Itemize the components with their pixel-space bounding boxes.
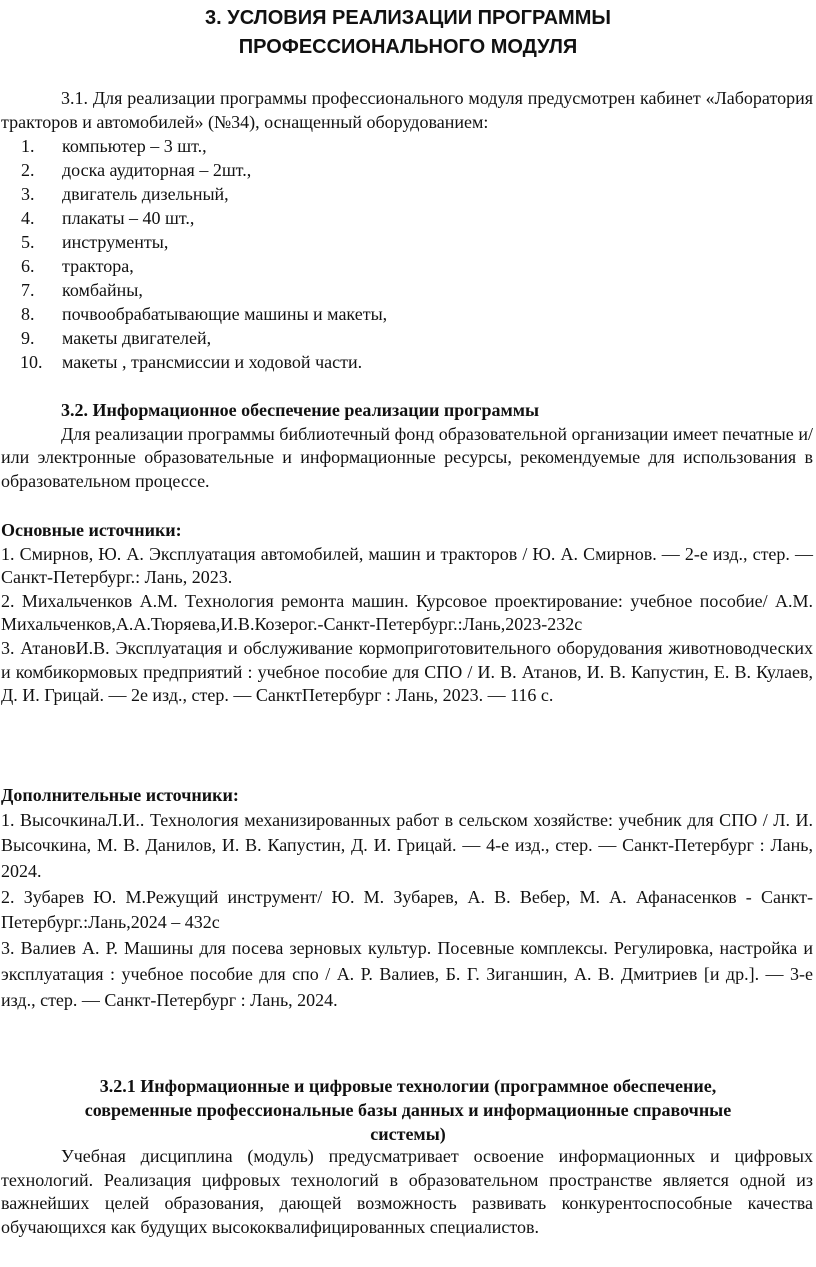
list-item: 4. плакаты – 40 шт., xyxy=(21,208,195,229)
additional-sources xyxy=(0,784,816,1013)
additional-source-1: 1. ВысочкинаЛ.И.. Технология механизированных работ в сельском хозяйстве: учебник для СПО / Л. И. Высочкина, М. В. Данилов, И. В. Капустин, Д. И. Грицай. — 4-е изд., стер. — Санкт-Петербург : Лань, 2024. xyxy=(1,809,813,881)
title-line-1: 3. УСЛОВИЯ РЕАЛИЗАЦИИ ПРОГРАММЫ xyxy=(205,7,611,29)
section-3-1-intro: 3.1. Для реализации программы профессионального модуля предусмотрен кабинет «Лаборатория тракторов и автомобилей» (№34), оснащенный оборудованием: xyxy=(1,88,813,132)
list-item: 9. макеты двигателей, xyxy=(21,328,212,349)
list-item: 7. комбайны, xyxy=(21,280,143,301)
list-item: 10. макеты , трансмиссии и ходовой части. xyxy=(20,352,363,373)
list-item: 8. почвообрабатывающие машины и макеты, xyxy=(21,304,388,325)
main-sources-heading: Основные источники: xyxy=(1,520,182,540)
list-item: 6. трактора, xyxy=(21,256,134,277)
title-line-2: ПРОФЕССИОНАЛЬНОГО МОДУЛЯ xyxy=(238,36,578,58)
list-item: 1. компьютер – 3 шт., xyxy=(21,136,207,157)
section-3-1 xyxy=(0,87,816,374)
equipment-list xyxy=(1,134,813,374)
main-source-3: 3. АтановИ.В. Эксплуатация и обслуживание кормоприготовительного оборудования животноводческих и комбикормовых предприятий : учебное пособие для СПО / И. В. Атанов, И. В. Капустин, Е. В. Кулаев, Д. И. Грицай. — 2е изд., стер. — СанктПетербург : Лань, 2023. — 116 с. xyxy=(1,637,813,706)
page-title xyxy=(0,4,816,62)
section-3-2 xyxy=(0,399,816,493)
list-item: 5. инструменты, xyxy=(21,232,169,253)
list-item: 2. доска аудиторная – 2шт., xyxy=(21,160,252,181)
section-3-2-1 xyxy=(0,1145,816,1239)
section-3-2-text: Для реализации программы библиотечный фонд образовательной организации имеет печатные и/или электронные образовательные и информационные ресурсы, рекомендуемые для использования в образовательном процессе. xyxy=(1,423,813,491)
additional-source-3: 3. Валиев А. Р. Машины для посева зерновых культур. Посевные комплексы. Регулировка, настройка и эксплуатация : учебное пособие для спо / А. Р. Валиев, Б. Г. Зиганшин, А. В. Дмитриев [и др.]. — 3-е изд., стер. — Санкт-Петербург : Лань, 2024. xyxy=(1,938,813,1010)
section-3-2-heading: 3.2. Информационное обеспечение реализации программы xyxy=(61,400,540,420)
main-source-2: 2. Михальченков А.М. Технология ремонта машин. Курсовое проектирование: учебное пособие/ А.М. Михальченков,А.А.Тюряева,И.В.Козерог.-Санкт-Петербург.:Лань,2023-232с xyxy=(1,590,813,635)
main-sources xyxy=(0,519,816,708)
list-item: 3. двигатель дизельный, xyxy=(21,184,229,205)
additional-source-2: 2. Зубарев Ю. М.Режущий инструмент/ Ю. М. Зубарев, А. В. Вебер, М. А. Афанасенков - Санкт-Петербург.:Лань,2024 – 432с xyxy=(1,886,813,933)
main-source-1: 1. Смирнов, Ю. А. Эксплуатация автомобилей, машин и тракторов / Ю. А. Смирнов. — 2-е изд., стер. — Санкт-Петербург.: Лань, 2023. xyxy=(1,543,813,588)
section-3-2-1-heading: 3.2.1 Информационные и цифровые технологии (программное обеспечение, современные профессиональные базы данных и информационные справочные системы) xyxy=(84,1076,732,1144)
section-3-2-1-text: Учебная дисциплина (модуль) предусматривает освоение информационных и цифровых технологий. Реализация цифровых технологий в образовательном пространстве является одной из важнейших целей образования, дающей возможность развивать конкурентоспособные качества обучающихся как будущих высококвалифицированных специалистов. xyxy=(1,1146,813,1237)
additional-sources-heading: Дополнительные источники: xyxy=(1,785,239,805)
